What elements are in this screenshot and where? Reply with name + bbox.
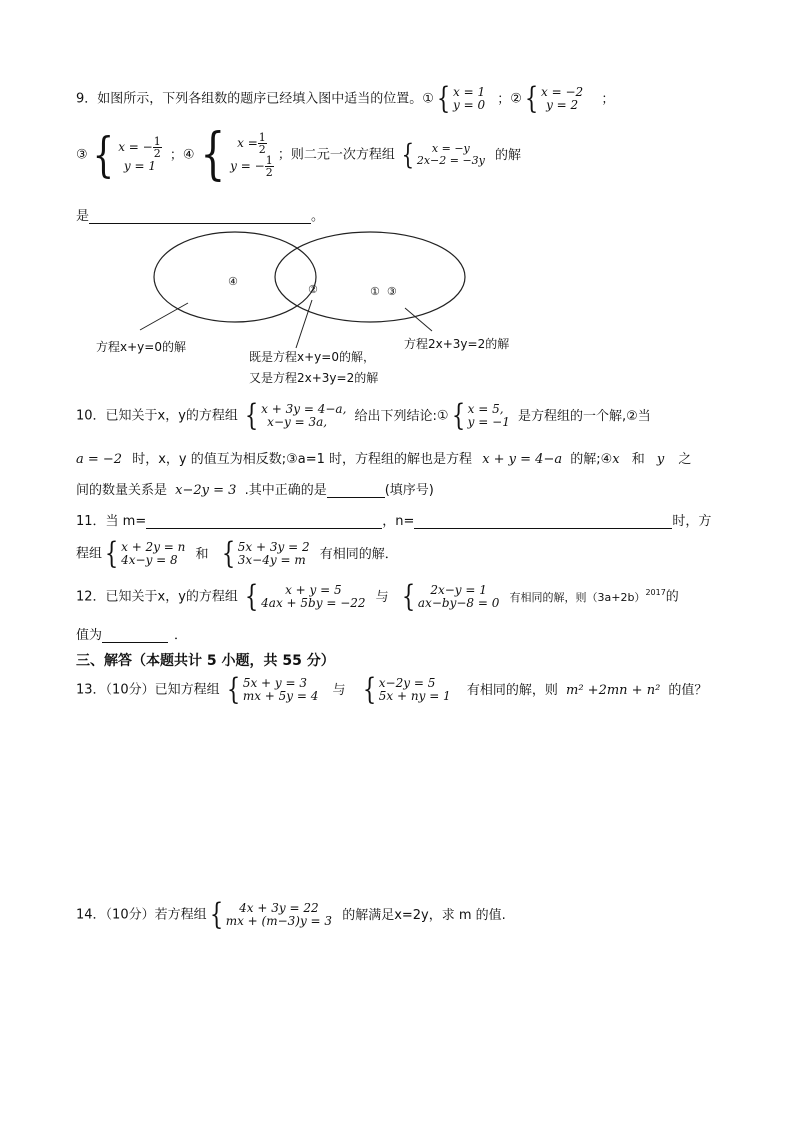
venn-pointer-left <box>140 303 188 330</box>
venn-label-mid-1: 既是方程x+y=0的解， <box>249 350 375 364</box>
venn-label-right: 方程2x+3y=2的解 <box>404 337 510 351</box>
q10-line3: 间的数量关系是 x−2y = 3 .其中正确的是 (填序号) <box>76 483 434 498</box>
q10-line2: a = −2 时，x，y 的值互为相反数;③a=1 时，方程组的解也是方程 x + y = 4−a 的解;④x 和 y 之 <box>76 452 692 467</box>
q9-system-4: { x = $\frac{1}{2}$ y = − $\frac{1}{2}$ <box>199 122 273 187</box>
venn-right-region: ① ③ <box>370 285 397 298</box>
q9-target-system: { x = −y 2x−2 = −3y <box>401 138 485 171</box>
q9-system-1: { x = 1 y = 0 <box>436 81 486 116</box>
q9-circle-4: ④ <box>182 147 195 163</box>
q11-n-blank[interactable] <box>414 514 672 529</box>
q9-lead: 9．如图所示，下列各组数的题序已经填入图中适当的位置。 <box>76 91 423 107</box>
q9-circle-1: ① <box>422 91 434 107</box>
q12-line1: 12．已知关于x，y的方程组 { x + y = 5 4ax + 5by = −22 与 { 2x−y = 1 ax−by−8 = 0 有相同的解，则$(3a+2b)^{2017}$的 <box>76 579 679 614</box>
venn-right-ellipse <box>275 232 465 322</box>
q11-line2: 程组 { x + 2y = n 4x−y = 8 和 { 5x + 3y = 2 3x−4y = m 有相同的解． <box>76 536 398 571</box>
venn-diagram <box>0 230 794 410</box>
venn-label-left: 方程x+y=0的解 <box>96 340 186 354</box>
venn-label-mid-2: 又是方程2x+3y=2的解 <box>249 371 379 385</box>
q12-answer-blank[interactable] <box>102 628 168 643</box>
q11-line1: 11．当 m= ，n= 时，方 <box>76 514 712 529</box>
q10-line1: 10．已知关于x，y的方程组 { x + 3y = 4−a, x−y = 3a, 给出下列结论:① { x = 5, y = −1 是方程组的一个解,②当 <box>76 398 651 433</box>
q13-line: 13．（10分）已知方程组 { 5x + y = 3 mx + 5y = 4 与 { x−2y = 5 5x + ny = 1 有相同的解，则 m² +2mn + n² 的值？ <box>76 672 708 707</box>
q10-answer-blank[interactable] <box>327 483 385 498</box>
q9-circle-2: ② <box>510 91 522 107</box>
q9-answer-blank[interactable] <box>89 209 311 224</box>
q14-line: 14．（10分）若方程组 { 4x + 3y = 22 mx + (m−3)y = 3 的解满足x=2y，求 m 的值. <box>76 897 506 932</box>
venn-pointer-right <box>405 308 432 331</box>
q9-line2: ③ { x = − $\frac{1}{2}$ y = 1 ；④ { x = $\frac{1}{2}$ y = − $\frac{1}{2}$ ；则二元一次方程组 { x = −y 2x−2 = −3y 的解 <box>76 122 522 187</box>
q9-system-3: { x = − $\frac{1}{2}$ y = 1 <box>92 127 161 183</box>
venn-left-region: ④ <box>228 275 238 288</box>
q12-line2: 值为 ． <box>76 628 188 643</box>
q9-line1: 9．如图所示，下列各组数的题序已经填入图中适当的位置。① { x = 1 y = 0 ；② { x = −2 y = 2 ； <box>76 81 615 116</box>
q9-system-2: { x = −2 y = 2 <box>524 81 584 116</box>
q9-circle-3: ③ <box>76 147 88 163</box>
section-title: 三、解答（本题共计 5 小题，共 55 分） <box>76 653 335 669</box>
venn-middle-region: ② <box>308 283 318 296</box>
q11-m-blank[interactable] <box>146 514 382 529</box>
q9-line3: 是 。 <box>76 209 325 224</box>
